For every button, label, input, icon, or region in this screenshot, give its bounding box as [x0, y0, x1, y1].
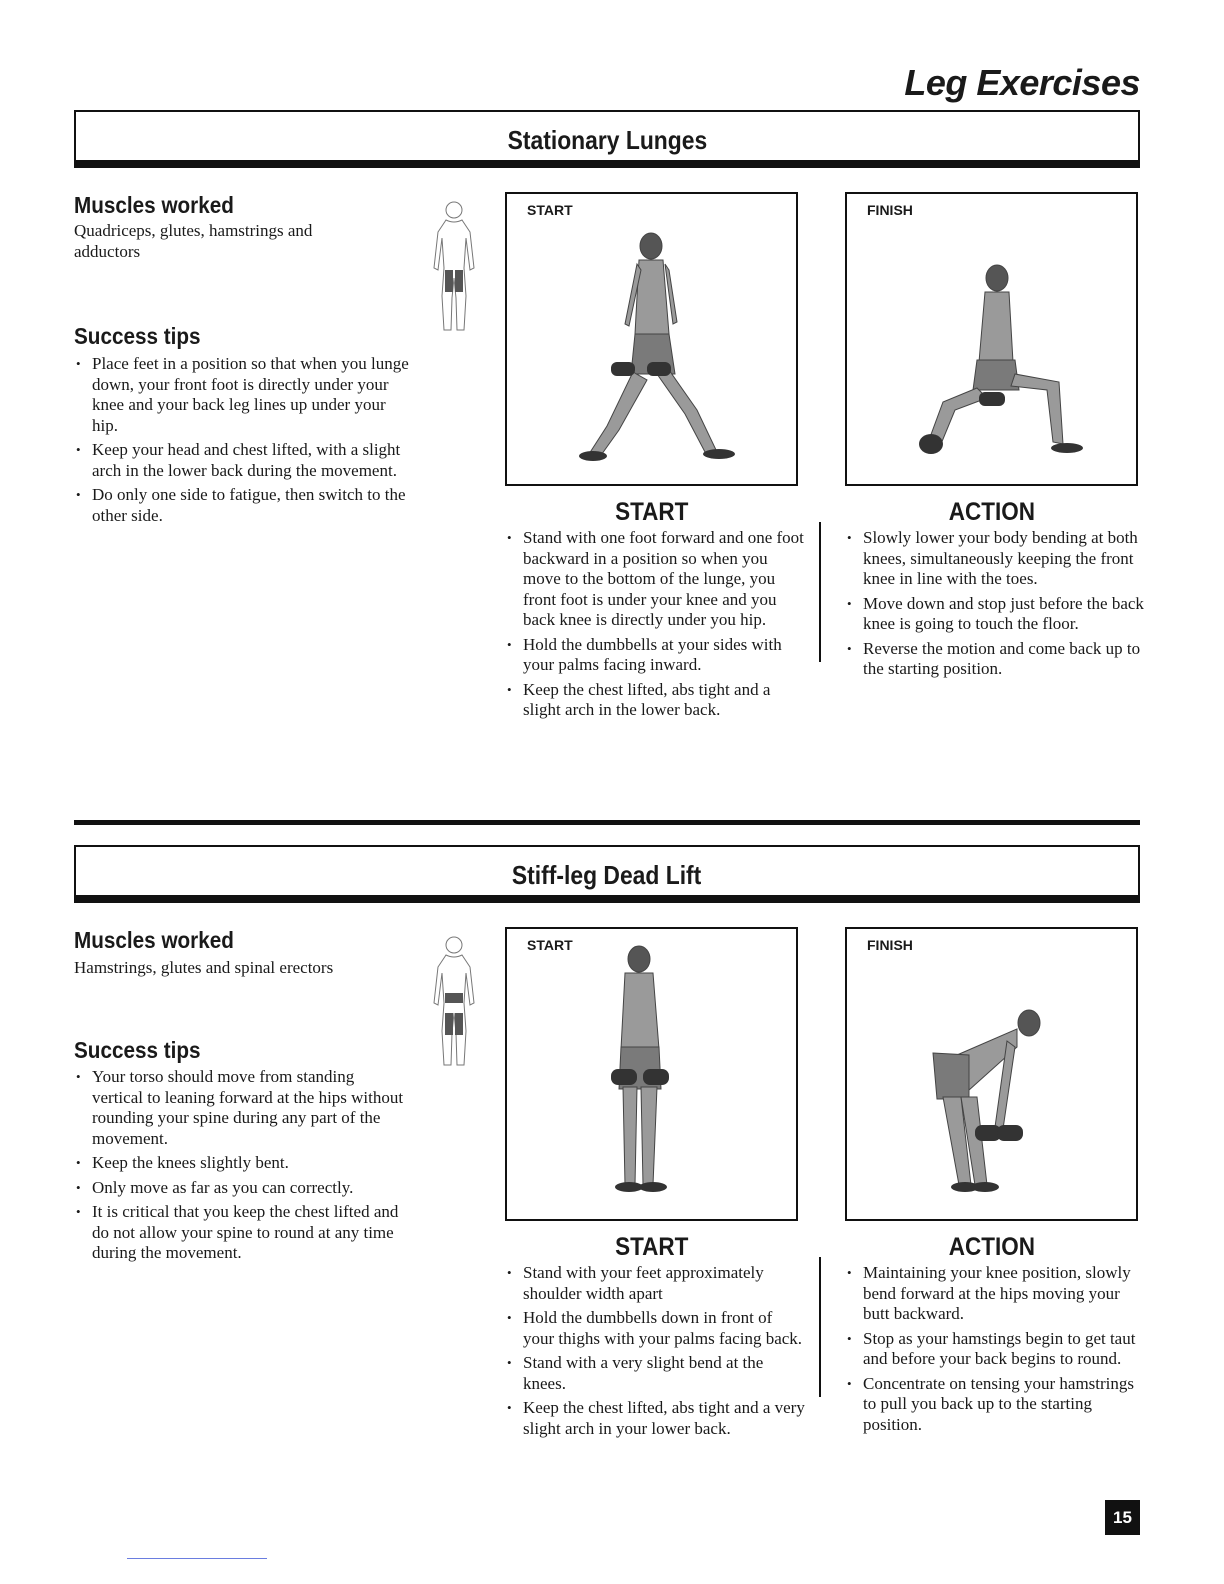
- photo-label: START: [527, 202, 573, 218]
- finish-photo: [845, 192, 1138, 486]
- action-steps-list: [845, 1263, 1145, 1439]
- start-steps-list: [505, 528, 805, 725]
- list-item: • Stand with a very slight bend at the knees.: [505, 1353, 805, 1394]
- list-item: • Place feet in a position so that when you lunge down, your front foot is directly under your knee and your back leg lines up under your hip.: [74, 354, 414, 436]
- start-steps-list: [505, 1263, 805, 1443]
- action-steps-list: [845, 528, 1145, 684]
- list-item: • Stand with one foot forward and one foot backward in a position so when you move to the bottom of the lunge, you front foot is under your knee and you back knee is directly under you hip.: [505, 528, 805, 631]
- page-number: 15: [1105, 1500, 1140, 1535]
- list-item: • Hold the dumbbells down in front of your thighs with your palms facing back.: [505, 1308, 805, 1349]
- exercise-stationary-lunges: [74, 110, 1144, 810]
- success-tips-list: [74, 354, 414, 530]
- column-divider: [819, 522, 821, 662]
- exercise-title: Stationary Lunges: [507, 125, 707, 155]
- list-item: • Keep your head and chest lifted, with a slight arch in the lower back during the movement.: [74, 440, 414, 481]
- action-heading: ACTION: [948, 1233, 1035, 1261]
- lunge-finish-figure-icon: [847, 194, 1136, 484]
- exercise-stiff-leg-dead-lift: [74, 845, 1140, 1525]
- muscles-text: Quadriceps, glutes, hamstrings and adductors: [74, 221, 313, 261]
- column-divider: [819, 1257, 821, 1397]
- list-item: • Reverse the motion and come back up to the starting position.: [845, 639, 1145, 680]
- photo-label: FINISH: [867, 937, 913, 953]
- list-item: • Stop as your hamstings begin to get taut and before your back begins to round.: [845, 1329, 1145, 1370]
- page-title: Leg Exercises: [904, 62, 1140, 103]
- start-photo: [505, 927, 798, 1221]
- list-item: • Keep the chest lifted, abs tight and a slight arch in the lower back.: [505, 680, 805, 721]
- exercise-title: Stiff-leg Dead Lift: [512, 860, 702, 890]
- anatomy-figure-icon: [424, 933, 484, 1073]
- start-heading: START: [614, 498, 689, 526]
- list-item: • Your torso should move from standing vertical to leaning forward at the hips without rounding your spine during any part of the movement.: [74, 1067, 404, 1149]
- finish-photo: [845, 927, 1138, 1221]
- list-item: • Stand with your feet approximately shoulder width apart: [505, 1263, 805, 1304]
- section-divider: [74, 820, 1140, 825]
- list-item: • Hold the dumbbells at your sides with your palms facing inward.: [505, 635, 805, 676]
- list-item: • Concentrate on tensing your hamstrings to pull you back up to the starting position.: [845, 1374, 1145, 1436]
- muscles-text: Hamstrings, glutes and spinal erectors: [74, 958, 334, 977]
- tips-heading: Success tips: [74, 323, 201, 349]
- list-item: • Keep the knees slightly bent.: [74, 1153, 404, 1174]
- start-photo: [505, 192, 798, 486]
- action-heading: ACTION: [948, 498, 1035, 526]
- list-item: • Move down and stop just before the back knee is going to touch the floor.: [845, 594, 1145, 635]
- list-item: • Slowly lower your body bending at both knees, simultaneously keeping the front knee in line with the toes.: [845, 528, 1145, 590]
- deadlift-start-figure-icon: [507, 929, 796, 1219]
- list-item: • Only move as far as you can correctly.: [74, 1178, 404, 1199]
- list-item: • Maintaining your knee position, slowly bend forward at the hips moving your butt backward.: [845, 1263, 1145, 1325]
- exercise-banner: [74, 110, 1140, 168]
- list-item: • Do only one side to fatigue, then switch to the other side.: [74, 485, 414, 526]
- lunge-start-figure-icon: [507, 194, 796, 484]
- deadlift-finish-figure-icon: [847, 929, 1136, 1219]
- photo-label: FINISH: [867, 202, 913, 218]
- muscles-heading: Muscles worked: [74, 927, 234, 953]
- photo-label: START: [527, 937, 573, 953]
- exercise-banner: [74, 845, 1140, 903]
- anatomy-figure-icon: [424, 198, 484, 338]
- list-item: • Keep the chest lifted, abs tight and a very slight arch in your lower back.: [505, 1398, 805, 1439]
- list-item: • It is critical that you keep the chest lifted and do not allow your spine to round at any time during the movement.: [74, 1202, 404, 1264]
- muscles-heading: Muscles worked: [74, 192, 234, 218]
- tips-heading: Success tips: [74, 1037, 201, 1063]
- footer-rule: [127, 1558, 267, 1559]
- start-heading: START: [614, 1233, 689, 1261]
- success-tips-list: [74, 1067, 404, 1268]
